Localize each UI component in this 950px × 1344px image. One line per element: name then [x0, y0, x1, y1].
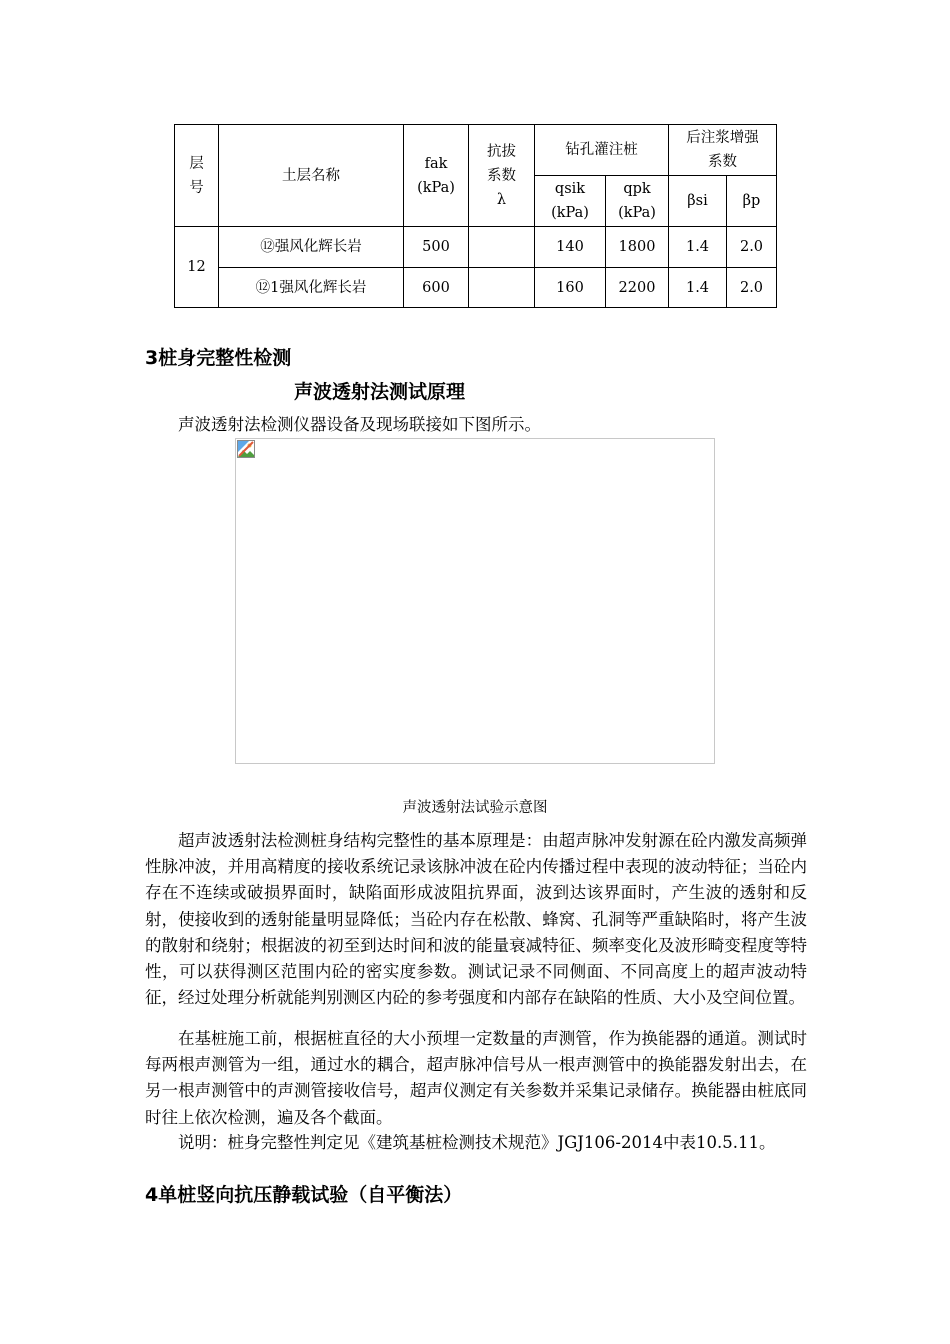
table-row	[175, 227, 777, 268]
beta-si-cell: 1.4	[669, 227, 727, 268]
header-qpk: qpk (kPa)	[606, 176, 669, 227]
header-soil-name: 土层名称	[219, 125, 404, 227]
note-paragraph: 说明：桩身完整性判定见《建筑基桩检测技术规范》JGJ106-2014中表10.5.11。	[178, 1133, 776, 1152]
beta-si-cell: 1.4	[669, 268, 727, 308]
soil-parameter-table	[174, 124, 777, 308]
beta-p-cell: 2.0	[727, 268, 777, 308]
header-qsik: qsik (kPa)	[535, 176, 606, 227]
section-4-heading: 4单桩竖向抗压静载试验（自平衡法）	[145, 1184, 463, 1206]
header-beta-si: βsi	[669, 176, 727, 227]
header-uplift-coefficient: 抗拔系数λ	[469, 125, 535, 227]
broken-image-icon	[237, 440, 255, 458]
qpk-cell: 2200	[606, 268, 669, 308]
header-bored-pile: 钻孔灌注桩	[535, 125, 669, 176]
header-beta-p: βp	[727, 176, 777, 227]
beta-p-cell: 2.0	[727, 227, 777, 268]
principle-paragraph: 超声波透射法检测桩身结构完整性的基本原理是：由超声脉冲发射源在砼内激发高频弹性脉冲波，并用高精度的接收系统记录该脉冲波在砼内传播过程中表现的波动特征；当砼内存在不连续或破损界面时，缺陷面形成波阻抗界面，波到达该界面时，产生波的透射和反射，使接收到的透射能量明显降低；当砼内存在松散、蜂窝、孔洞等严重缺陷时，将产生波的散射和绕射；根据波的初至到达时间和波的能量衰减特征、频率变化及波形畸变程度等特性，可以获得测区范围内砼的密实度参数。测试记录不同侧面、不同高度上的超声波动特征，经过处理分析就能判别测区内砼的参考强度和内部存在缺陷的性质、大小及空间位置。	[145, 831, 807, 1008]
soil-name-cell: ⑫1强风化辉长岩	[219, 268, 404, 308]
subsection-heading: 声波透射法测试原理	[294, 381, 466, 403]
section-3-heading: 3桩身完整性检测	[145, 347, 292, 369]
soil-name-cell: ⑫强风化辉长岩	[219, 227, 404, 268]
qsik-cell: 160	[535, 268, 606, 308]
qpk-cell: 1800	[606, 227, 669, 268]
qsik-cell: 140	[535, 227, 606, 268]
header-fak: fak (kPa)	[404, 125, 469, 227]
table-row	[175, 268, 777, 308]
intro-paragraph: 声波透射法检测仪器设备及现场联接如下图所示。	[178, 415, 541, 434]
layer-number-cell: 12	[175, 227, 219, 308]
figure-caption: 声波透射法试验示意图	[402, 800, 548, 816]
fak-cell: 600	[404, 268, 469, 308]
header-layer-number: 层号	[175, 125, 219, 227]
figure-image-placeholder	[235, 438, 715, 764]
lambda-cell	[469, 268, 535, 308]
procedure-paragraph: 在基桩施工前，根据桩直径的大小预埋一定数量的声测管，作为换能器的通道。测试时每两根声测管为一组，通过水的耦合，超声脉冲信号从一根声测管中的换能器发射出去，在另一根声测管中的声测管接收信号，超声仪测定有关参数并采集记录储存。换能器由桩底同时往上依次检测，遍及各个截面。	[145, 1029, 807, 1127]
lambda-cell	[469, 227, 535, 268]
header-grouting-coefficient: 后注浆增强系数	[669, 125, 777, 176]
fak-cell: 500	[404, 227, 469, 268]
